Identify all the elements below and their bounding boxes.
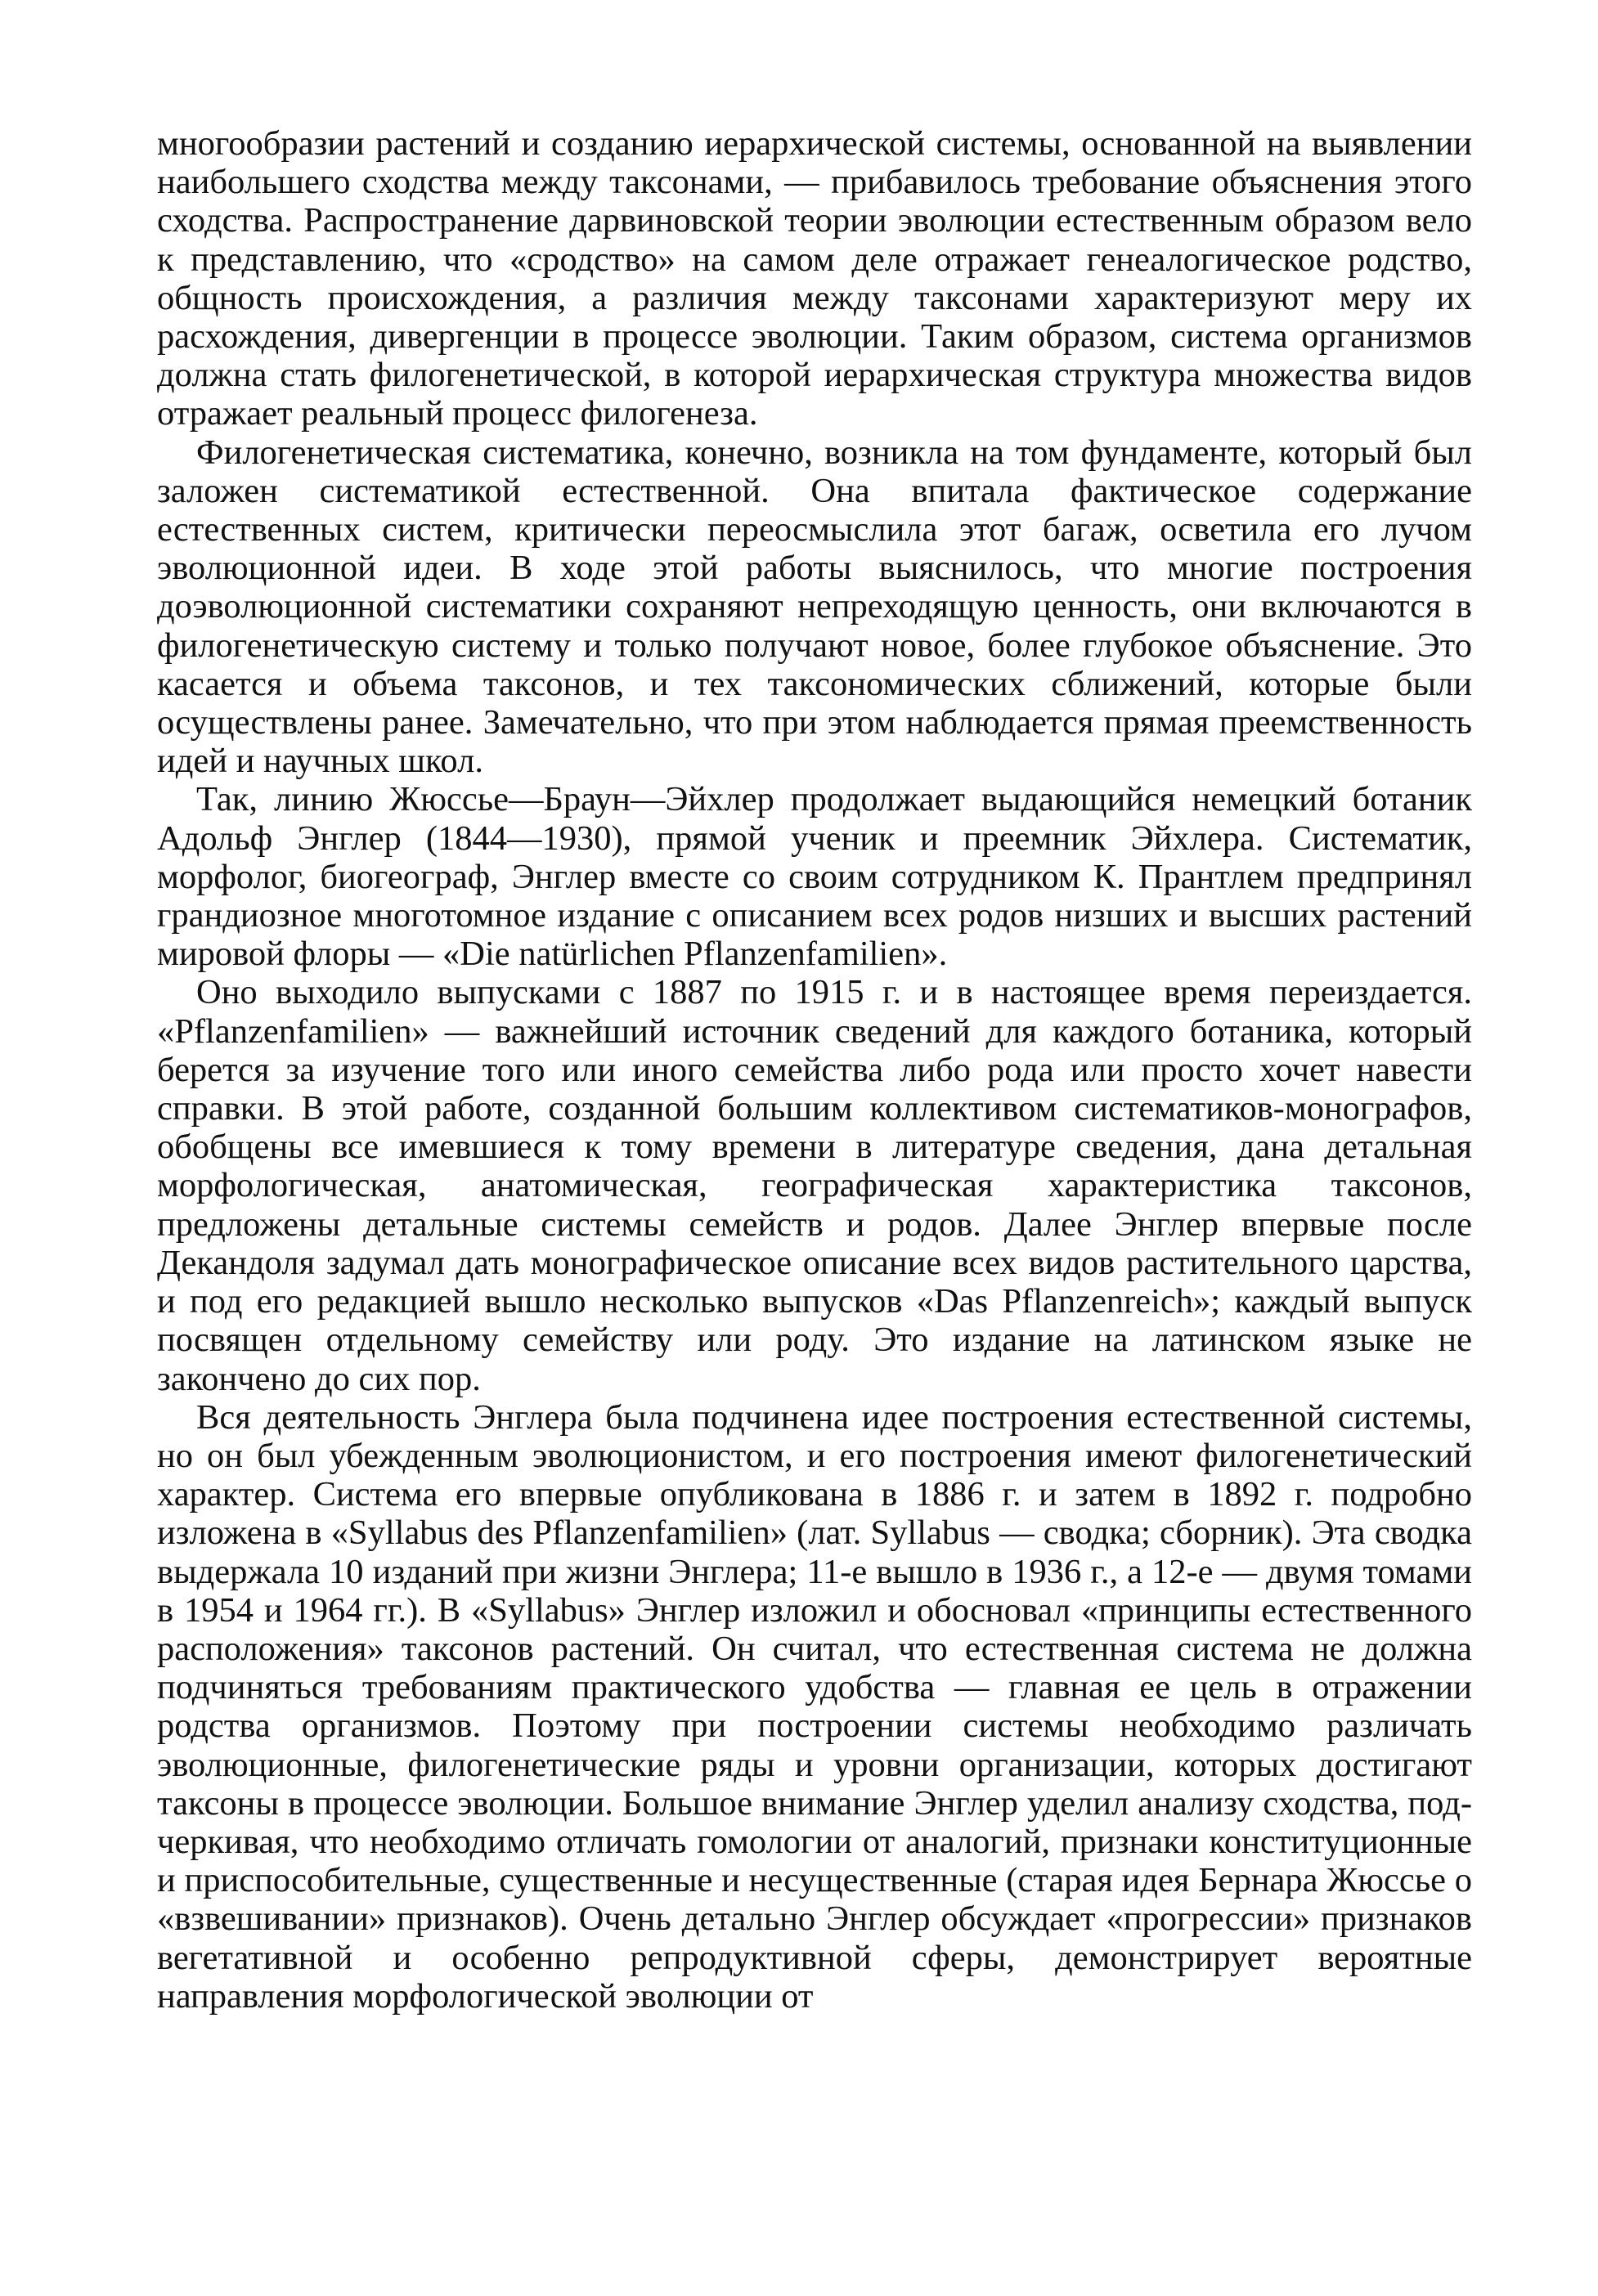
paragraph-phylogenetic-systematics: Филогенетическая систематика, конечно, возникла на том фундаменте, который был заложен систематикой естественной. Она впитала фактическое содержание естественных систем, критически переосмыслила этот багаж, осветила его лучом эволюционной идеи. В ходе этой работы выяснилось, что многие построения доэволюционной систематики сохраняют непреходящую ценность, они включаются в филогенетическую систему и только получают новое, более глубокое объяснение. Это касается и объема таксонов, и тех таксономических сближений, которые были осуществлены ранее. Замечательно, что при этом наблюдается прямая преемственность идей и научных школ. (157, 433, 1472, 781)
paragraph-engler-intro: Так, линию Жюссье—Браун—Эйхлер продолжает выдающийся немецкий ботаник Адольф Энглер (1844—1930), прямой ученик и преемник Эйхлера. Систематик, морфолог, биогеограф, Энглер вместе со своим сотрудником К. Прантлем предпринял грандиозное многотомное издание с описанием всех родов низших и высших растений мировой флоры — «Die natürlichen Pflanzenfamilien». (157, 780, 1472, 974)
paragraph-pflanzenfamilien: Оно выходило выпусками с 1887 по 1915 г. и в настоящее время переиздается. «Pflanzenfamilien» — важнейший источник сведений для каждого ботаника, который берется за изучение того или иного семейства либо рода или просто хочет навести справки. В этой работе, созданной большим коллективом систематиков-монографов, обобщены все имевшиеся к тому времени в литературе сведения, дана детальная морфологическая, анатомическая, географическая характеристика таксонов, предложены детальные системы семейств и родов. Далее Энглер впервые после Декандоля задумал дать монографическое описание всех видов растительного царства, и под его редакцией вышло несколько выпусков «Das Pflanzenreich»; каждый выпуск посвящен отдельному семейству или роду. Это издание на латинском языке не закончено до сих пор. (157, 973, 1472, 1398)
body-text (157, 124, 1472, 2016)
paragraph-continuation: многообразии растений и созданию иерархической системы, основанной на выявлении наибольшего сходства между таксонами, — прибавилось требование объяснения этого сходства. Распространение дарвиновской теории эволюции естественным образом вело к представлению, что «сродство» на самом деле отражает генеалогическое родство, общность происхождения, а различия между таксонами характеризуют меру их расхождения, дивергенции в процессе эволюции. Таким образом, система организмов должна стать филогенетической, в которой иерархическая структура множества видов отражает реальный процесс филогенеза. (157, 124, 1472, 433)
paragraph-engler-system: Вся деятельность Энглера была подчинена идее построения естественной системы, но он был убежденным эволюционистом, и его построения имеют филогенетический характер. Система его впервые опубликована в 1886 г. и затем в 1892 г. подробно изложена в «Syllabus des Pflanzenfamilien» (лат. Syllabus — сводка; сборник). Эта сводка выдержала 10 изданий при жизни Энглера; 11-е вышло в 1936 г., а 12-е — двумя томами в 1954 и 1964 гг.). В «Syllabus» Энглер изложил и обосновал «принципы естественного расположения» таксонов растений. Он считал, что естественная система не должна подчиняться требованиям практического удобства — главная ее цель в отражении родства организмов. Поэтому при построении системы необходимо различать эволюционные, филогенетические ряды и уровни организации, которых достигают таксоны в процессе эволюции. Большое внимание Энглер уделил анализу сходства, подчеркивая, что необходимо отличать гомологии от аналогий, признаки конституционные и приспособительные, существенные и несущественные (старая идея Бернара Жюссье о «взвешивании» признаков). Очень детально Энглер обсуждает «прогрессии» признаков вегетативной и особенно репродуктивной сферы, демонстрирует вероятные направления морфологической эволюции от (157, 1397, 1472, 2016)
